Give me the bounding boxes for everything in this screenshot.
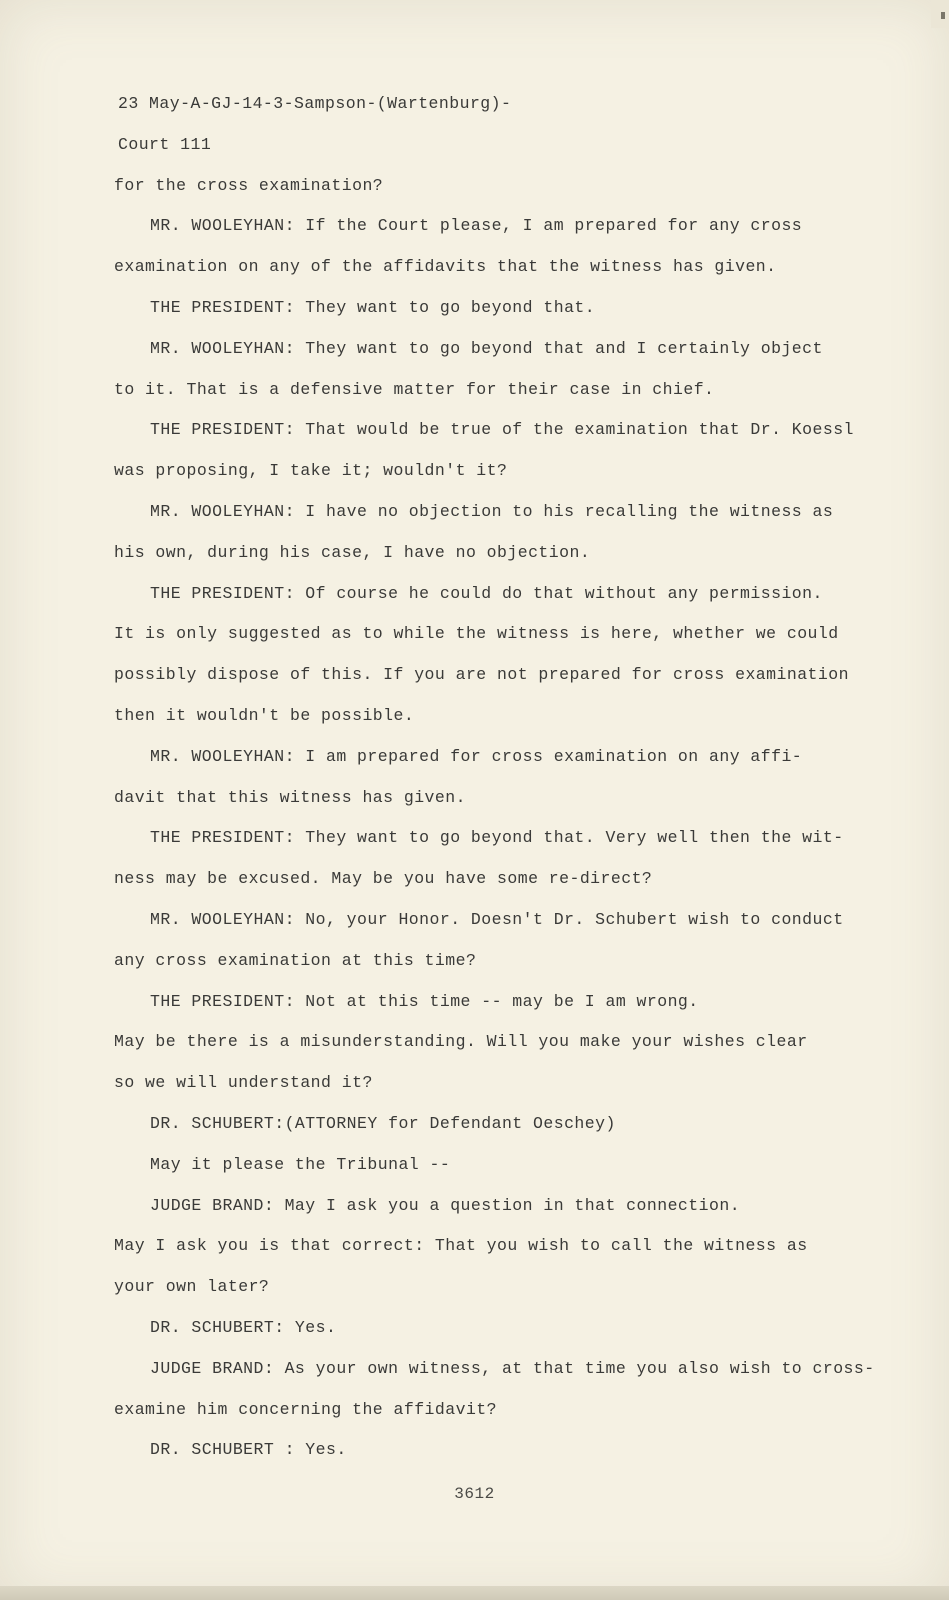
transcript-line: May be there is a misunderstanding. Will you make your wishes clear xyxy=(114,1032,808,1052)
transcript-line: ness may be excused. May be you have some re-direct? xyxy=(114,869,653,889)
transcript-line: any cross examination at this time? xyxy=(114,950,477,970)
transcript-line: JUDGE BRAND: As your own witness, at that time you also wish to cross- xyxy=(150,1358,875,1378)
transcript-line: THE PRESIDENT: They want to go beyond that. xyxy=(150,297,596,317)
transcript-line: examination on any of the affidavits that the witness has given. xyxy=(114,257,777,277)
transcript-line: THE PRESIDENT: They want to go beyond that. Very well then the wit- xyxy=(150,828,844,848)
transcript-line: DR. SCHUBERT : Yes. xyxy=(150,1440,347,1460)
page-bottom-edge xyxy=(0,1586,949,1600)
court-line: Court 111 xyxy=(118,134,212,154)
header-line: 23 May-A-GJ-14-3-Sampson-(Wartenburg)- xyxy=(118,94,512,113)
transcript-line: THE PRESIDENT: Not at this time -- may be I am wrong. xyxy=(150,991,699,1011)
transcript-line: THE PRESIDENT: That would be true of the examination that Dr. Koessl xyxy=(150,420,854,440)
transcript-line: May I ask you is that correct: That you wish to call the witness as xyxy=(114,1236,808,1256)
transcript-line: examine him concerning the affidavit? xyxy=(114,1399,498,1419)
corner-mark xyxy=(931,0,949,28)
transcript-line: MR. WOOLEYHAN: I have no objection to his recalling the witness as xyxy=(150,501,834,521)
transcript-line: MR. WOOLEYHAN: I am prepared for cross examination on any affi- xyxy=(150,746,803,766)
transcript-line: It is only suggested as to while the witness is here, whether we could xyxy=(114,624,839,644)
page-number: 3612 xyxy=(454,1485,495,1503)
transcript-line: JUDGE BRAND: May I ask you a question in that connection. xyxy=(150,1195,741,1215)
transcript-line: DR. SCHUBERT:(ATTORNEY for Defendant Oeschey) xyxy=(150,1113,616,1133)
transcript-line: MR. WOOLEYHAN: They want to go beyond that and I certainly object xyxy=(150,338,823,358)
transcript-line: MR. WOOLEYHAN: No, your Honor. Doesn't Dr. Schubert wish to conduct xyxy=(150,909,844,929)
transcript-line: davit that this witness has given. xyxy=(114,787,466,807)
transcript-line: was proposing, I take it; wouldn't it? xyxy=(114,461,508,481)
transcript-line: MR. WOOLEYHAN: If the Court please, I am prepared for any cross xyxy=(150,216,803,236)
transcript-lines xyxy=(100,166,900,1472)
transcript-line: possibly dispose of this. If you are not prepared for cross examination xyxy=(114,665,849,685)
transcript-line: for the cross examination? xyxy=(114,175,384,195)
transcript-body xyxy=(100,84,900,1471)
transcript-line: then it wouldn't be possible. xyxy=(114,705,415,725)
transcript-line: his own, during his case, I have no objection. xyxy=(114,542,591,562)
transcript-line: May it please the Tribunal -- xyxy=(150,1154,451,1174)
transcript-line: THE PRESIDENT: Of course he could do that without any permission. xyxy=(150,583,823,603)
transcript-line: DR. SCHUBERT: Yes. xyxy=(150,1317,337,1337)
transcript-line: to it. That is a defensive matter for their case in chief. xyxy=(114,379,715,399)
transcript-line: your own later? xyxy=(114,1277,270,1297)
transcript-line: so we will understand it? xyxy=(114,1073,373,1093)
